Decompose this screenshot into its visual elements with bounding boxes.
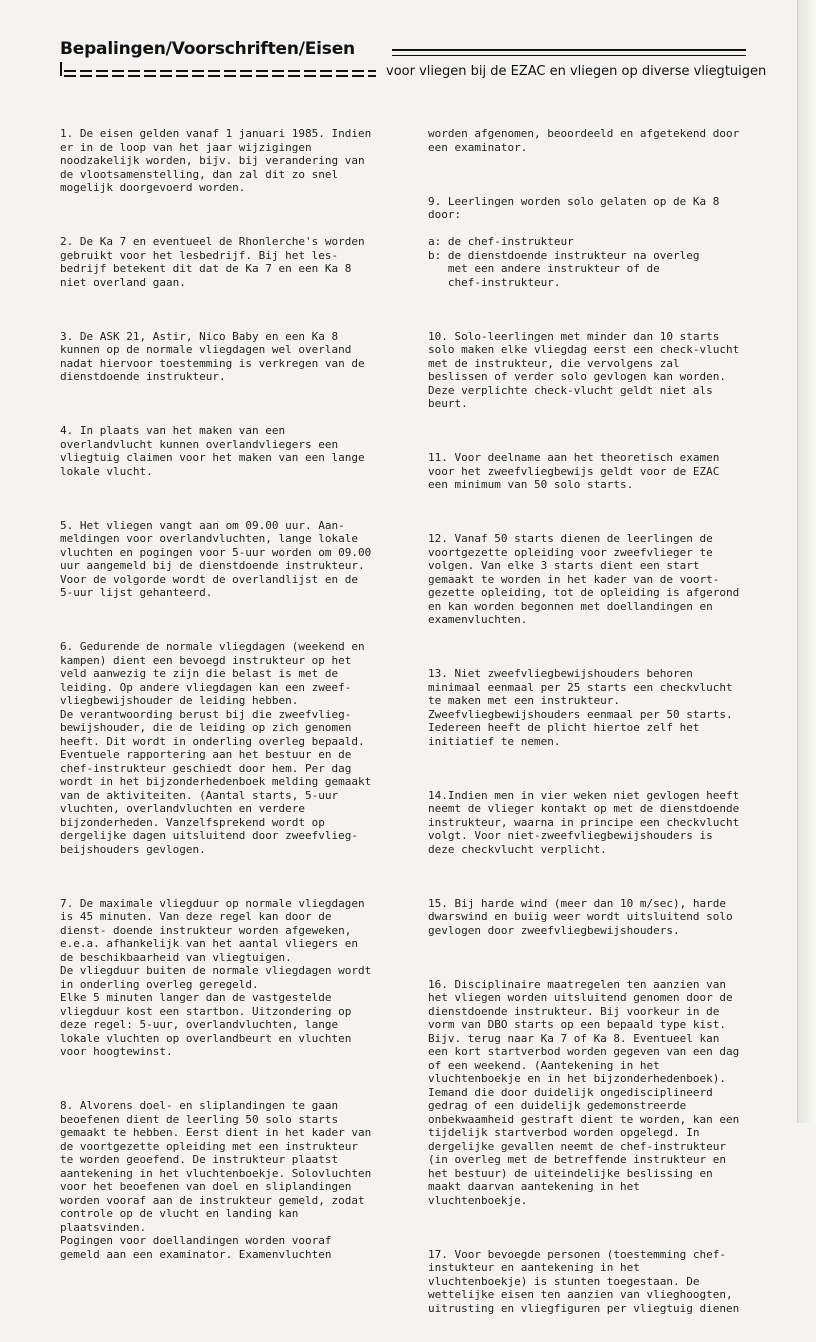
rule-paragraph: 14.Indien men in vier weken niet gevlogen heeft neemt de vlieger kontakt op met de dienstdoende instrukteur, waarna in principe een checkvlucht volgt. Voor niet-zweefvliegbewijshouders is deze checkvlucht verplicht. bbox=[428, 788, 740, 856]
header-corner-bar bbox=[60, 62, 62, 76]
rule-paragraph: 13. Niet zweefvliegbewijshouders behoren minimaal eenmaal per 25 starts een checkvlucht te maken met een instrukteur. Zweefvliegbewijshouders eenmaal per 50 starts. Iedereen heeft de plicht hiertoe zelf het initiatief te nemen. bbox=[428, 667, 733, 748]
rule-paragraph: 16. Disciplinaire maatregelen ten aanzien van het vliegen worden uitsluitend genomen door de dienstdoende instrukteur. Bij voorkeur in de vorm van DBO starts op een bepaald type kist. Bijv. terug naar Ka 7 of Ka 8. Eventueel kan een kort startverbod worden gegeven van een dag of een weekend. (Aantekening in het vluchtenboekje en in het bijzonderhedenboek). Iemand die door duidelijk ongedisciplineerd gedrag of een duidelijk gedemonstreerde onbekwaamheid gestraft dient te worden, kan een tijdelijk startverbod worden opgelegd. In dergelijke gevallen neemt de chef-instrukteur (in overleg met de betreffende instrukteur en het bestuur) de uiteindelijke beslissing en maakt daarvan aantekening in het vluchtenboekje. bbox=[428, 977, 740, 1207]
page-title: Bepalingen/Voorschriften/Eisen bbox=[60, 39, 355, 59]
right-column bbox=[428, 100, 748, 1342]
rule-paragraph: 2. De Ka 7 en eventueel de Rhonlerche's worden gebruikt voor het lesbedrijf. Bij het les- bedrijf betekent dit dat de Ka 7 en een Ka 8 niet overland gaan. bbox=[60, 235, 365, 289]
rule-paragraph: 7. De maximale vliegduur op normale vliegdagen is 45 minuten. Van deze regel kan door de dienst- doende instrukteur worden afgeweken, e.e.a. afhankelijk van het aantal vliegers en de beschikbaarheid van vliegtuigen. De vliegduur buiten de normale vliegdagen wordt in onderling overleg geregeld. Elke 5 minuten langer dan de vastgestelde vliegduur kost een startbon. Uitzondering op deze regel: 5-uur, overlandvluchten, lange lokale vluchten op overlandbeurt en vluchten voor hoogtewinst. bbox=[60, 896, 372, 1058]
header-dashed-rule bbox=[64, 70, 376, 77]
rule-paragraph: 8. Alvorens doel- en sliplandingen te gaan beoefenen dient de leerling 50 solo starts gemaakt te hebben. Eerst dient in het kader van de voortgezette opleiding met een instrukteur te worden geoefend. De instrukteur plaatst aantekening in het vluchtenboekje. Solovluchten voor het beoefenen van doel en sliplandingen worden vooraf aan de instrukteur gemeld, zodat controle op de vlucht en landing kan plaatsvinden. Pogingen voor doellandingen worden vooraf gemeld aan een examinator. Examenvluchten bbox=[60, 1099, 372, 1261]
rule-paragraph: 4. In plaats van het maken van een overlandvlucht kunnen overlandvliegers een vliegtuig claimen voor het maken van een lange lokale vlucht. bbox=[60, 424, 365, 478]
left-column bbox=[60, 100, 400, 1288]
rule-paragraph: 11. Voor deelname aan het theoretisch examen voor het zweefvliegbewijs geldt voor de EZAC een minimum van 50 solo starts. bbox=[428, 451, 720, 491]
rule-paragraph: 6. Gedurende de normale vliegdagen (weekend en kampen) dient een bevoegd instrukteur op het veld aanwezig te zijn die belast is met de leiding. Op andere vliegdagen kan een zweef- vliegbewijshouder de leiding hebben. De verantwoording berust bij die zweefvlieg- bewijshouder, die de leiding op zich genomen heeft. Dit wordt in onderling overleg bepaald. Eventuele rapportering aan het bestuur en de chef-instrukteur geschiedt door hem. Per dag wordt in het bijzonderhedenboek melding gemaakt van de aktiviteiten. (Aantal starts, 5-uur vluchten, overlandvluchten en verdere bijzonderheden. Vanzelfsprekend wordt op dergelijke dagen uitsluitend door zweefvlieg- beijshouders gevlogen. bbox=[60, 640, 372, 856]
rule-paragraph: 5. Het vliegen vangt aan om 09.00 uur. Aan- meldingen voor overlandvluchten, lange lokale vluchten en pogingen voor 5-uur worden om 09.00 uur aangemeld bij de dienstdoende instrukteur. Voor de volgorde wordt de overlandlijst en de 5-uur lijst gehanteerd. bbox=[60, 518, 372, 599]
rule-paragraph: 1. De eisen gelden vanaf 1 januari 1985. Indien er in de loop van het jaar wijzigingen noodzakelijk worden, bijv. bij verandering van de vlootsamenstelling, dan zal dit zo snel mogelijk doorgevoerd worden. bbox=[60, 127, 372, 194]
rule-paragraph: 9. Leerlingen worden solo gelaten op de Ka 8 door: a: de chef-instrukteur b: de dienstdoende instrukteur na overleg met een andere instrukteur of de chef-instrukteur. bbox=[428, 194, 720, 289]
page-edge bbox=[797, 0, 816, 1123]
rule-paragraph: 10. Solo-leerlingen met minder dan 10 starts solo maken elke vliegdag eerst een check-vlucht met de instrukteur, die vervolgens zal beslissen of verder solo gevlogen kan worden. Deze verplichte check-vlucht geldt niet als beurt. bbox=[428, 329, 740, 410]
rule-paragraph: worden afgenomen, beoordeeld en afgetekend door een examinator. bbox=[428, 127, 740, 154]
rule-paragraph: 17. Voor bevoegde personen (toestemming chef- instukteur en aantekening in het vluchtenboekje) is stunten toegestaan. De wettelijke eisen ten aanzien van vlieghoogten, uitrusting en vliegfiguren per vliegtuig dienen bbox=[428, 1247, 740, 1315]
rule-paragraph: 3. De ASK 21, Astir, Nico Baby en een Ka 8 kunnen op de normale vliegdagen wel overland nadat hiervoor toestemming is verkregen van de dienstdoende instrukteur. bbox=[60, 329, 365, 383]
rule-paragraph: 12. Vanaf 50 starts dienen de leerlingen de voortgezette opleiding voor zweefvlieger te volgen. Van elke 3 starts dient een start gemaakt te worden in het kader van de voort- gezette opleiding, tot de opleiding is afgerond en kan worden begonnen met doellandingen en examenvluchten. bbox=[428, 532, 740, 626]
header-rule bbox=[392, 49, 746, 56]
rule-paragraph: 15. Bij harde wind (meer dan 10 m/sec), harde dwarswind en buiig weer wordt uitsluitend solo gevlogen door zweefvliegbewijshouders. bbox=[428, 896, 733, 937]
page-subtitle: voor vliegen bij de EZAC en vliegen op diverse vliegtuigen bbox=[386, 64, 767, 79]
